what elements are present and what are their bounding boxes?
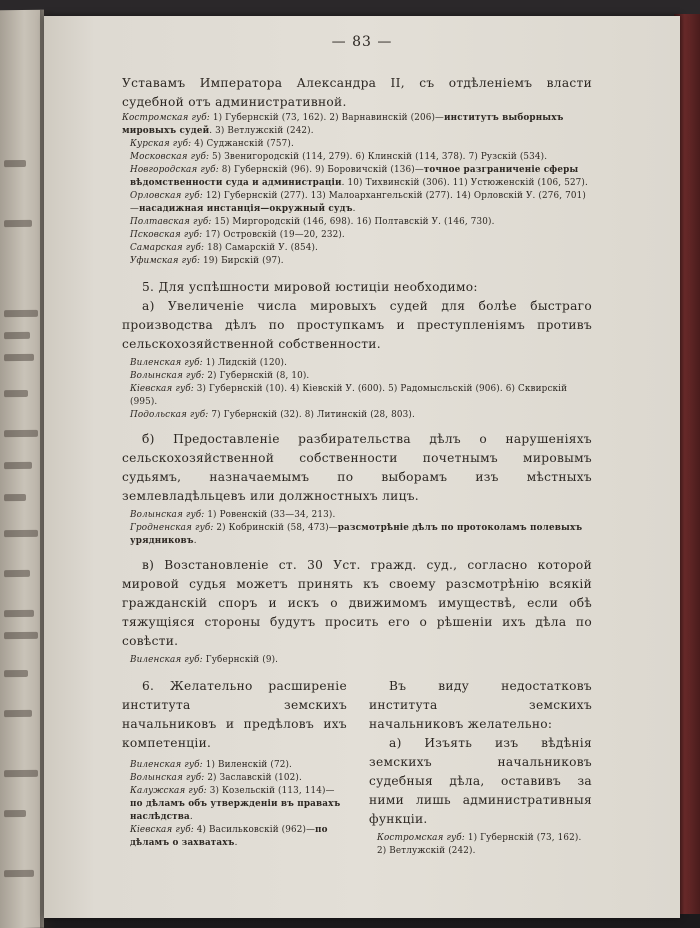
reference-item: Гродненская губ: 2) Кобринскій (58, 473)—разсмотрѣніе дѣлъ по протоколамъ полевыхъ урядниковъ. [130,523,583,546]
reference-item: Уфимская губ: 19) Бирскій (97). [130,256,284,266]
section-5v-text: в) Возстановленіе ст. 30 Уст. гражд. суд., согласно которой мировой судья можетъ принять къ своему разсмотрѣнію всякій гражданскій споръ и искъ о движимомъ имуществѣ, если обѣ тяжущіяся стороны будутъ просить его о рѣшеніи ихъ дѣла по совѣсти. [122,558,592,648]
intro-block [122,74,592,268]
reference-item: Орловская губ: 12) Губернскій (277). 13) Малоархангельскій (277). 14) Орловскій У. (276, 701)—насадижная инстанція—окружный судъ. [130,191,586,214]
reference-item: Московская губ: 5) Звенигородскій (114, 279). 6) Клинскій (114, 378). 7) Рузскій (534). [130,152,548,162]
reference-item: Курская губ: 4) Суджанскій (757). [130,139,294,149]
reference-item: Новгородская губ: 8) Губернскій (96). 9) Боровичскій (136)—точное разграниченіе сферы вѣдомственности суда и администраціи. 10) Тихвинскій (306). 11) Устюженскій (106, 527). [130,165,588,188]
reference-item: Подольская губ: 7) Губернскій (32). 8) Литинскій (28, 803). [130,410,415,420]
book-page [44,16,680,918]
reference-item: Виленская губ: 1) Виленскій (72). [130,760,292,770]
reference-item: Полтавская губ: 15) Миргородскій (146, 698). 16) Полтавскій У. (146, 730). [130,217,495,227]
section-5b-text: б) Предоставленіе разбирательства дѣлъ о нарушеніяхъ сельскохозяйственной собственности почетнымъ мировымъ судьямъ, назначаемымъ по выборамъ изъ мѣстныхъ землевладѣльцевъ или должностныхъ лицъ. [122,432,592,503]
section-5a-references [122,357,592,422]
reference-item: Калужская губ: 3) Козельскій (113, 114)—по дѣламъ объ утвержденіи въ правахъ наслѣдства. [130,786,341,822]
intro-text: Уставамъ Императора Александра II, съ отдѣленіемъ власти судебной отъ административной. [122,76,592,109]
reference-item: Волынская губ: 2) Заславскій (102). [130,773,302,783]
reference-item: Кіевская губ: 4) Васильковскій (962)—по дѣламъ о захватахъ. [130,825,328,848]
section-6-right-intro: Въ виду недостатковъ института земскихъ начальниковъ желательно: [369,679,592,731]
section-6-left-column [122,677,347,858]
reference-item: Волынская губ: 2) Губернскій (8, 10). [130,371,310,381]
section-5-heading: 5. Для успѣшности мировой юстиціи необходимо: [142,280,478,294]
reference-item: Кіевская губ: 3) Губернскій (10). 4) Кіевскій У. (600). 5) Радомысльскій (906). 6) Сквирскій (995). [130,384,568,407]
section-6-text: 6. Желательно расширеніе института земскихъ начальниковъ и предѣловъ ихъ компетенціи. [122,679,347,750]
section-5v-references [122,654,592,667]
reference-item: Самарская губ: 18) Самарскій У. (854). [130,243,318,253]
reference-item: Волынская губ: 1) Ровенскій (33—34, 213). [130,510,336,520]
reference-item: Виленская губ: Губернскій (9). [130,655,279,665]
page-number: — 83 — [331,34,393,50]
reference-item: Псковская губ: 17) Островскій (19—20, 232). [130,230,345,240]
section-6-references [122,759,347,850]
section-6-columns [122,677,592,858]
section-6-right-references [369,832,592,858]
section-6-right-point-a: а) Изъять изъ вѣдѣнія земскихъ начальниковъ судебныя дѣла, оставивъ за ними лишь административныя функціи. [369,736,592,826]
previous-page-edge [0,10,44,928]
reference-item: Костромская губ: 1) Губернскій (73, 162). 2) Ветлужскій (242). [377,833,582,856]
reference-item: Костромская губ: 1) Губернскій (73, 162). 2) Варнавинскій (206)—институтъ выборныхъ мировыхъ судей. 3) Ветлужскій (242). [122,113,564,136]
reference-item: Виленская губ: 1) Лидскій (120). [130,358,288,368]
section-5b-references [122,509,592,548]
section-6-right-column [369,677,592,858]
intro-references [122,112,592,268]
page-body [122,74,592,858]
section-5 [122,278,592,667]
section-5a-text: а) Увеличеніе числа мировыхъ судей для болѣе быстраго производства дѣлъ по проступкамъ и преступленіямъ противъ сельскохозяйственной собственности. [122,299,592,351]
